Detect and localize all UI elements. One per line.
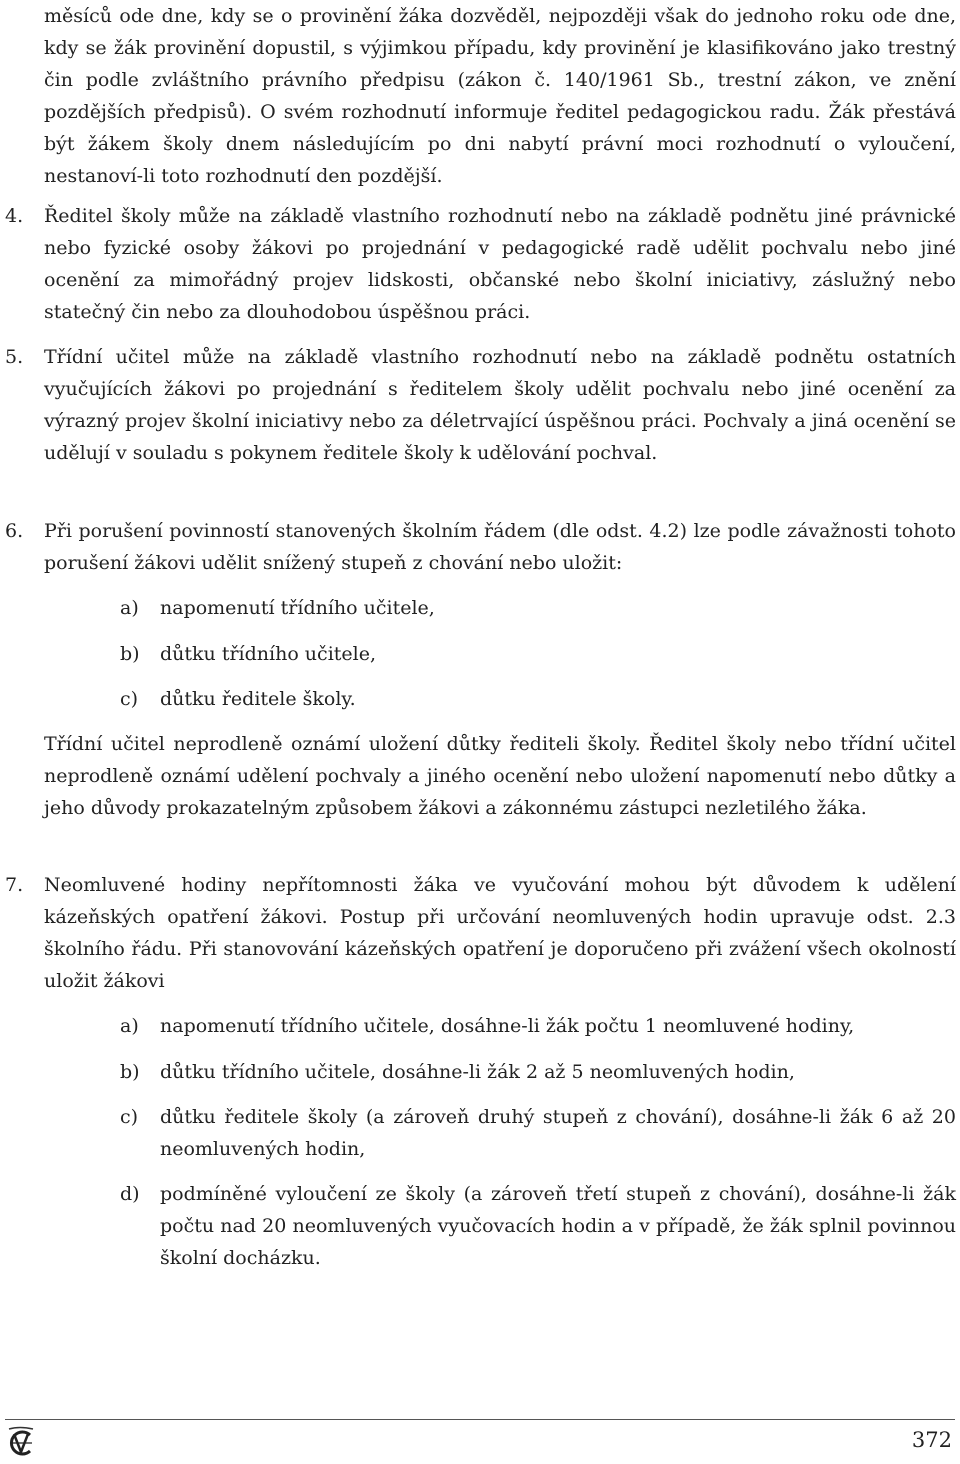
paragraph-4 — [5, 200, 956, 328]
paragraph-7 — [5, 869, 956, 997]
list-item — [120, 683, 956, 715]
paragraph-6 — [5, 515, 956, 579]
list-item — [120, 1178, 956, 1274]
paragraph-number: 7. — [5, 874, 24, 896]
list-item — [120, 638, 956, 670]
list-item-label: d) — [120, 1183, 140, 1205]
list-item-label: a) — [120, 597, 139, 619]
school-logo-icon — [4, 1425, 38, 1459]
list-item-text: důtku ředitele školy. — [160, 688, 356, 710]
paragraph-text: Neomluvené hodiny nepřítomnosti žáka ve vyučování mohou být důvodem k udělení kázeňských opatření žákovi. Postup při určování neomluvených hodin upravuje odst. 2.3 školního řádu. Při stanovování kázeňských opatření je doporučeno při zvážení všech okolností uložit žákovi — [44, 874, 956, 992]
paragraph-number: 6. — [5, 520, 24, 542]
list-item-text: důtku třídního učitele, — [160, 643, 377, 665]
list-item-label: a) — [120, 1015, 139, 1037]
list-item — [120, 1056, 956, 1088]
list-item — [120, 592, 956, 624]
paragraph-5 — [5, 341, 956, 469]
footer-divider — [5, 1419, 955, 1420]
list-item-label: c) — [120, 688, 139, 710]
page-number: 372 — [911, 1428, 952, 1452]
list-item-text: důtku ředitele školy (a zároveň druhý stupeň z chování), dosáhne-li žák 6 až 20 neomluvených hodin, — [160, 1106, 956, 1160]
list-item-label: b) — [120, 1061, 140, 1083]
paragraph-text: Ředitel školy může na základě vlastního rozhodnutí nebo na základě podnětu jiné právnické nebo fyzické osoby žákovi po projednání v pedagogické radě udělit pochvalu nebo jiné ocenění za mimořádný projev lidskosti, občanské nebo školní iniciativy, záslužný nebo statečný čin nebo za dlouhodobou úspěšnou práci. — [44, 205, 956, 323]
list-item-label: c) — [120, 1106, 139, 1128]
list-item-label: b) — [120, 643, 140, 665]
list-item-text: důtku třídního učitele, dosáhne-li žák 2 až 5 neomluvených hodin, — [160, 1061, 795, 1083]
paragraph-text: Při porušení povinností stanovených školním řádem (dle odst. 4.2) lze podle závažnosti tohoto porušení žákovi udělit snížený stupeň z chování nebo uložit: — [44, 520, 956, 574]
list-item — [120, 1010, 956, 1042]
paragraph-text: Třídní učitel může na základě vlastního rozhodnutí nebo na základě podnětu ostatních vyučujících žákovi po projednání s ředitelem školy udělit pochvalu nebo jiné ocenění za výrazný projev školní iniciativy nebo za déletrvající úspěšnou práci. Pochvaly a jiná ocenění se udělují v souladu s pokynem ředitele školy k udělování pochval. — [44, 346, 956, 464]
list-item — [120, 1101, 956, 1165]
paragraph-number: 5. — [5, 346, 24, 368]
list-item-text: napomenutí třídního učitele, — [160, 597, 435, 619]
paragraph-6-followup: Třídní učitel neprodleně oznámí uložení důtky řediteli školy. Ředitel školy nebo třídní učitel neprodleně oznámí udělení pochvaly a jiného ocenění nebo uložení napomenutí nebo důtky a jeho důvody prokazatelným způsobem žákovi a zákonnému zástupci nezletilého žáka. — [44, 733, 956, 819]
intro-paragraph: měsíců ode dne, kdy se o provinění žáka dozvěděl, nejpozději však do jednoho roku ode dne, kdy se žák provinění dopustil, s výjimkou případu, kdy provinění je klasifikováno jako trestný čin podle zvláštního právního předpisu (zákon č. 140/1961 Sb., trestní zákon, ve znění pozdějších předpisů). O svém rozhodnutí informuje ředitel pedagogickou radu. Žák přestává být žákem školy dnem následujícím po dni nabytí právní moci rozhodnutí o vyloučení, nestanoví-li toto rozhodnutí den pozdější. — [44, 5, 956, 187]
list-item-text: podmíněné vyloučení ze školy (a zároveň třetí stupeň z chování), dosáhne-li žák počtu nad 20 neomluvených vyučovacích hodin a v případě, že žák splnil povinnou školní docházku. — [160, 1183, 956, 1269]
paragraph-number: 4. — [5, 205, 24, 227]
list-item-text: napomenutí třídního učitele, dosáhne-li žák počtu 1 neomluvené hodiny, — [160, 1015, 855, 1037]
